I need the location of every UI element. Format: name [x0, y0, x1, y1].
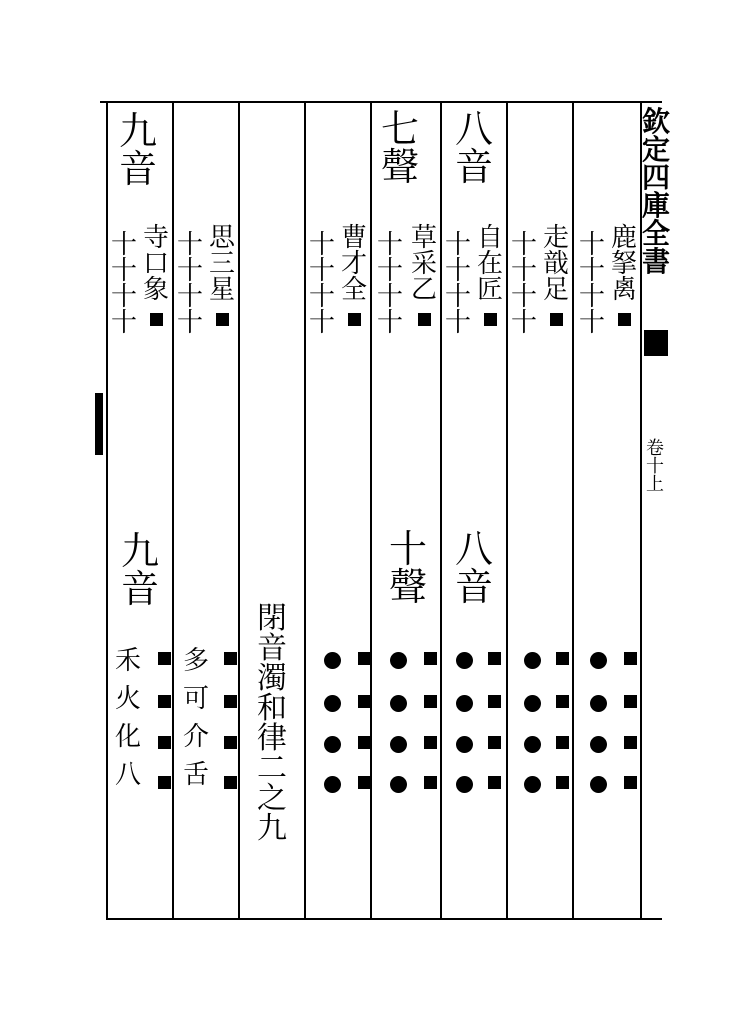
filled-circle-mark	[324, 652, 341, 669]
char: 口	[142, 249, 169, 279]
title-char: 九	[257, 811, 287, 846]
filled-circle-mark	[324, 736, 341, 753]
lower-col-chars-duo	[180, 648, 212, 788]
tone-mark: 十	[308, 282, 335, 312]
filled-square-mark	[556, 695, 569, 708]
filled-square-mark	[224, 695, 237, 708]
char: 化	[114, 722, 141, 752]
tone-mark: 十	[110, 282, 137, 312]
tone-mark: 十	[376, 256, 403, 286]
filled-square-mark	[488, 736, 501, 749]
filled-square-mark	[158, 776, 171, 789]
margin-title-char: 欽	[641, 105, 670, 138]
header-char: 九	[118, 109, 157, 153]
filled-circle-mark	[524, 776, 541, 793]
filled-circle-mark	[324, 695, 341, 712]
filled-circle-mark	[524, 736, 541, 753]
header-char: 九	[120, 529, 159, 573]
filled-square-mark	[358, 736, 371, 749]
section-title	[252, 601, 292, 846]
filled-square-mark	[556, 652, 569, 665]
char: 禼	[610, 275, 637, 305]
title-char: 律	[257, 721, 287, 756]
tone-mark: 十	[376, 230, 403, 260]
char: 戠	[542, 249, 569, 279]
tone-mark: 十	[510, 256, 537, 286]
char: 八	[114, 760, 141, 790]
filled-square-mark	[358, 776, 371, 789]
filled-circle-mark	[390, 736, 407, 753]
filled-square-mark	[358, 652, 371, 665]
filled-square-mark	[624, 736, 637, 749]
filled-square-mark	[424, 652, 437, 665]
filled-circle-mark	[456, 776, 473, 793]
title-char: 二	[257, 751, 287, 786]
filled-circle-mark	[390, 695, 407, 712]
filled-square-mark	[424, 776, 437, 789]
tone-mark: 十	[578, 282, 605, 312]
filled-square-mark	[488, 652, 501, 665]
filled-circle-mark	[524, 652, 541, 669]
volume-char: 上	[646, 474, 664, 495]
filled-circle-mark	[456, 652, 473, 669]
char: 乙	[410, 275, 437, 305]
tone-mark: 十	[510, 308, 537, 338]
char: 在	[476, 249, 503, 279]
title-char: 濁	[257, 661, 287, 696]
char: 鹿	[610, 223, 637, 253]
filled-square-mark	[624, 652, 637, 665]
header-char: 聲	[380, 145, 419, 189]
tone-mark: 十	[176, 230, 203, 260]
filled-square-mark	[424, 736, 437, 749]
tone-mark: 十	[176, 282, 203, 312]
filled-square-mark	[158, 736, 171, 749]
lower-col-chars-he	[112, 648, 144, 788]
title-char: 閉	[257, 601, 287, 636]
tone-mark: 十	[444, 308, 471, 338]
char: 曹	[340, 223, 367, 253]
header-char: 音	[454, 145, 493, 189]
margin-title-char: 庫	[641, 189, 670, 222]
volume-char: 十	[646, 456, 664, 477]
char: 匠	[476, 275, 503, 305]
char: 思	[208, 223, 235, 253]
title-char: 音	[257, 631, 287, 666]
filled-circle-mark	[456, 736, 473, 753]
filled-square-mark	[224, 652, 237, 665]
filled-circle-mark	[590, 652, 607, 669]
title-char: 之	[257, 781, 287, 816]
filled-square-mark	[556, 736, 569, 749]
filled-circle-mark	[590, 776, 607, 793]
header-char: 音	[118, 147, 157, 191]
char: 走	[542, 223, 569, 253]
tone-mark: 十	[308, 230, 335, 260]
char: 采	[410, 249, 437, 279]
tone-mark: 十	[376, 308, 403, 338]
header-char: 八	[454, 527, 493, 571]
filled-square-mark	[158, 695, 171, 708]
filled-circle-mark	[390, 652, 407, 669]
tone-mark: 十	[578, 308, 605, 338]
char: 多	[182, 646, 209, 676]
filled-circle-mark	[324, 776, 341, 793]
char: 象	[142, 275, 169, 305]
filled-square-mark	[224, 736, 237, 749]
filled-square-mark	[358, 695, 371, 708]
tone-mark: 十	[176, 256, 203, 286]
filled-square-mark	[556, 776, 569, 789]
tone-mark: 十	[308, 256, 335, 286]
tone-mark: 十	[444, 230, 471, 260]
margin-title-char: 定	[641, 133, 670, 166]
filled-circle-mark	[590, 695, 607, 712]
margin-title-char: 書	[641, 245, 670, 278]
header-char: 十	[388, 527, 427, 571]
header-char: 八	[454, 107, 493, 151]
margin-title-char: 全	[641, 217, 670, 250]
filled-square-mark	[624, 695, 637, 708]
tone-mark: 十	[176, 308, 203, 338]
char: 全	[340, 275, 367, 305]
char: 介	[182, 722, 209, 752]
filled-circle-mark	[590, 736, 607, 753]
header-char: 音	[454, 565, 493, 609]
tone-mark: 十	[510, 282, 537, 312]
tone-mark: 十	[110, 230, 137, 260]
char: 可	[182, 684, 209, 714]
filled-square-mark	[624, 776, 637, 789]
tone-mark: 十	[578, 230, 605, 260]
filled-square-mark	[224, 776, 237, 789]
tone-mark: 十	[110, 308, 137, 338]
char: 自	[476, 223, 503, 253]
filled-circle-mark	[524, 695, 541, 712]
title-char: 和	[257, 691, 287, 726]
char: 寺	[142, 223, 169, 253]
filled-square-mark	[424, 695, 437, 708]
char: 禾	[114, 646, 141, 676]
filled-circle-mark	[390, 776, 407, 793]
margin-title-char: 四	[641, 161, 670, 194]
tone-mark: 十	[578, 256, 605, 286]
header-char: 音	[120, 567, 159, 611]
char: 足	[542, 275, 569, 305]
volume-char: 卷	[646, 438, 664, 459]
char: 三	[208, 249, 235, 279]
filled-circle-mark	[456, 695, 473, 712]
char: 才	[340, 249, 367, 279]
char: 草	[410, 223, 437, 253]
header-char: 七	[380, 107, 419, 151]
filled-square-mark	[488, 695, 501, 708]
tone-mark: 十	[444, 282, 471, 312]
char: 拏	[610, 249, 637, 279]
tone-mark: 十	[376, 282, 403, 312]
tone-mark: 十	[308, 308, 335, 338]
tone-mark: 十	[444, 256, 471, 286]
tone-mark: 十	[110, 256, 137, 286]
char: 星	[208, 275, 235, 305]
filled-square-mark	[488, 776, 501, 789]
tone-mark: 十	[510, 230, 537, 260]
char: 火	[114, 684, 141, 714]
filled-square-mark	[158, 652, 171, 665]
header-char: 聲	[388, 565, 427, 609]
char: 舌	[182, 760, 209, 790]
